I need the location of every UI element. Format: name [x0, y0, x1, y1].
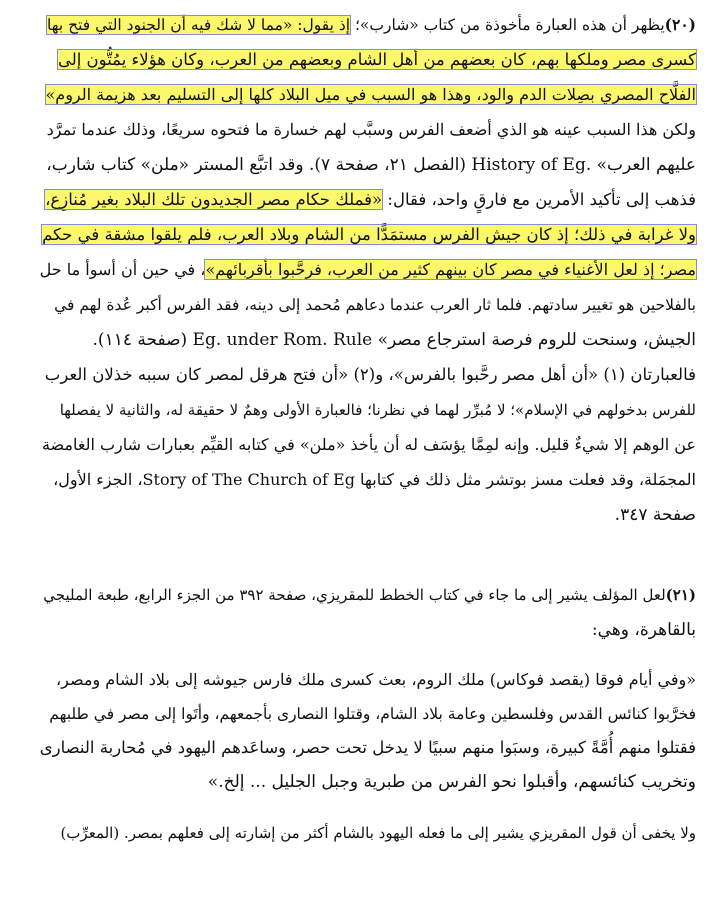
line-text: عن الوهم إلا شيءٌ قليل. وإنه لمِمَّا يؤسَف له أن يأخذ «ملن» في كتابه القيِّم بعبارات شارب الغامضة	[41, 435, 696, 454]
highlighted-text: الفلَّاح المصري بصِلات الدم والود، وهذا هو السبب في ميل البلاد كلها إلى التسليم بعد هزيمة الروم»	[45, 85, 696, 104]
line-text: للفرس بدخولهم في الإسلام»؛ لا مُبرِّر لهما في نظرنا؛ فالعبارة الأولى وهمٌ لا حقيقة له، والثانية لا يفصلها	[59, 401, 696, 419]
line-text: يظهر أن هذه العبارة مأخوذة من كتاب «شارب»؛	[350, 16, 665, 34]
highlighted-text: إذ يقول: «مما لا شك فيه أن الجنود التي فتح بها	[46, 16, 351, 34]
line	[53, 465, 696, 495]
translator-note	[40, 818, 696, 858]
line-text: فقتلوا منهم أُمَّةً كبيرة، وسبَوا منهم سبيًا لا يدخل تحت حصر، وساعَدهم اليهود في مُحاربة النصارى	[39, 738, 696, 757]
line	[43, 580, 696, 610]
line-text: لعل المؤلف يشير إلى ما جاء في كتاب الخطط للمقريزي، صفحة ٣٩٢ من الجزء الرابع، طبعة المليجي	[43, 586, 666, 604]
footnote-number: (٢٠)	[664, 15, 696, 34]
line-text: ولا يخفى أن قول المقريزي يشير إلى ما فعله اليهود بالشام أكثر من إشارته إلى فعلهم بمصر. (المعرِّب)	[60, 824, 696, 842]
line-text: بالقاهرة، وهي:	[591, 620, 696, 640]
line	[46, 150, 696, 180]
line	[615, 500, 696, 530]
line	[42, 430, 696, 460]
line-text: «وفي أيام فوقا (يقصد فوكاس) ملك الروم، بعث كسرى ملك فارس جيوشه إلى بلاد الشام ومصر،	[56, 670, 696, 689]
line-text: عليهم العرب» .History of Eg (الفصل ٢١، صفحة ٧). وقد اتبَّع المستر «ملن» كتاب شارب،	[46, 155, 696, 175]
line	[42, 220, 696, 250]
highlighted-text: كسرى مصر وملكها بهم، كان بعضهم من أهل الشام وبعضهم من العرب، وكان هؤلاء يمُتُّون إلى	[57, 50, 696, 69]
line	[49, 699, 696, 729]
highlighted-text: مصر؛ إذ لعل الأغنياء في مصر كان بينهم كثير من العرب، فرحَّبوا بأقربائهم»	[205, 260, 696, 279]
line	[56, 665, 696, 695]
line-text: ولكن هذا السبب عينه هو الذي أضعف الفرس وسبَّب لهم خسارة ما فتحوه سريعًا، وذلك عندما تمرَّد	[46, 120, 696, 139]
line	[46, 80, 697, 110]
line	[54, 290, 696, 320]
footnote-number: (٢١)	[665, 586, 696, 604]
line-text: المجمَلة، وقد فعلت مسز بوتشر مثل ذلك في كتابها Story of The Church of Eg، الجزء الأول،	[53, 470, 696, 489]
line-text: الجيش، وسنحت للروم فرصة استرجاع مصر» Eg. under Rom. Rule (صفحة ١١٤).	[92, 330, 696, 350]
footnote-21	[40, 580, 696, 650]
line	[40, 733, 696, 763]
maqrizi-quote	[40, 665, 696, 805]
line-text: فالعبارتان (١) «أن أهل مصر رحَّبوا بالفرس»، و(٢) «أن فتح هرقل لمصر كان سببه خذلان العرب	[44, 365, 696, 384]
line	[45, 360, 696, 390]
line	[208, 767, 696, 797]
line-text: فخرَّبوا كنائس القدس وفلسطين وعامة بلاد الشام، وقتلوا النصارى بأجمعهم، وأتَوا إلى مصر في طلبهم	[49, 705, 696, 723]
line	[60, 395, 696, 425]
line	[592, 615, 696, 645]
line-text: فذهب إلى تأكيد الأمرين مع فارقٍ واحد، فقال:	[382, 190, 696, 209]
line	[60, 818, 696, 848]
line	[40, 255, 696, 285]
highlighted-text: ولا غرابة في ذلك؛ إذ كان جيش الفرس مستمَدًّا من الشام وبلاد العرب، فلم يلقوا مشقة في حكم	[42, 225, 696, 244]
line	[45, 185, 696, 215]
line	[47, 115, 696, 145]
footnote-20	[40, 10, 696, 550]
line	[93, 325, 696, 355]
line	[47, 10, 696, 40]
line-text: ، في حين أن أسوأ ما حل	[39, 260, 206, 279]
line-text: صفحة ٣٤٧.	[614, 505, 696, 525]
line	[58, 45, 696, 75]
line-text: وتخريب كنائسهم، وأقبلوا نحو الفرس من طبرية وجبل الجليل ... إلخ.»	[207, 772, 696, 792]
highlighted-text: «فملك حكام مصر الجديدون تلك البلاد بغير مُنازِع،	[45, 190, 383, 209]
line-text: بالفلاحين هو تغيير سادتهم. فلما ثار العرب عندما دعاهم مُحمد إلى دينه، فقد الفرس أكبر عُدة لهم في	[54, 296, 696, 314]
